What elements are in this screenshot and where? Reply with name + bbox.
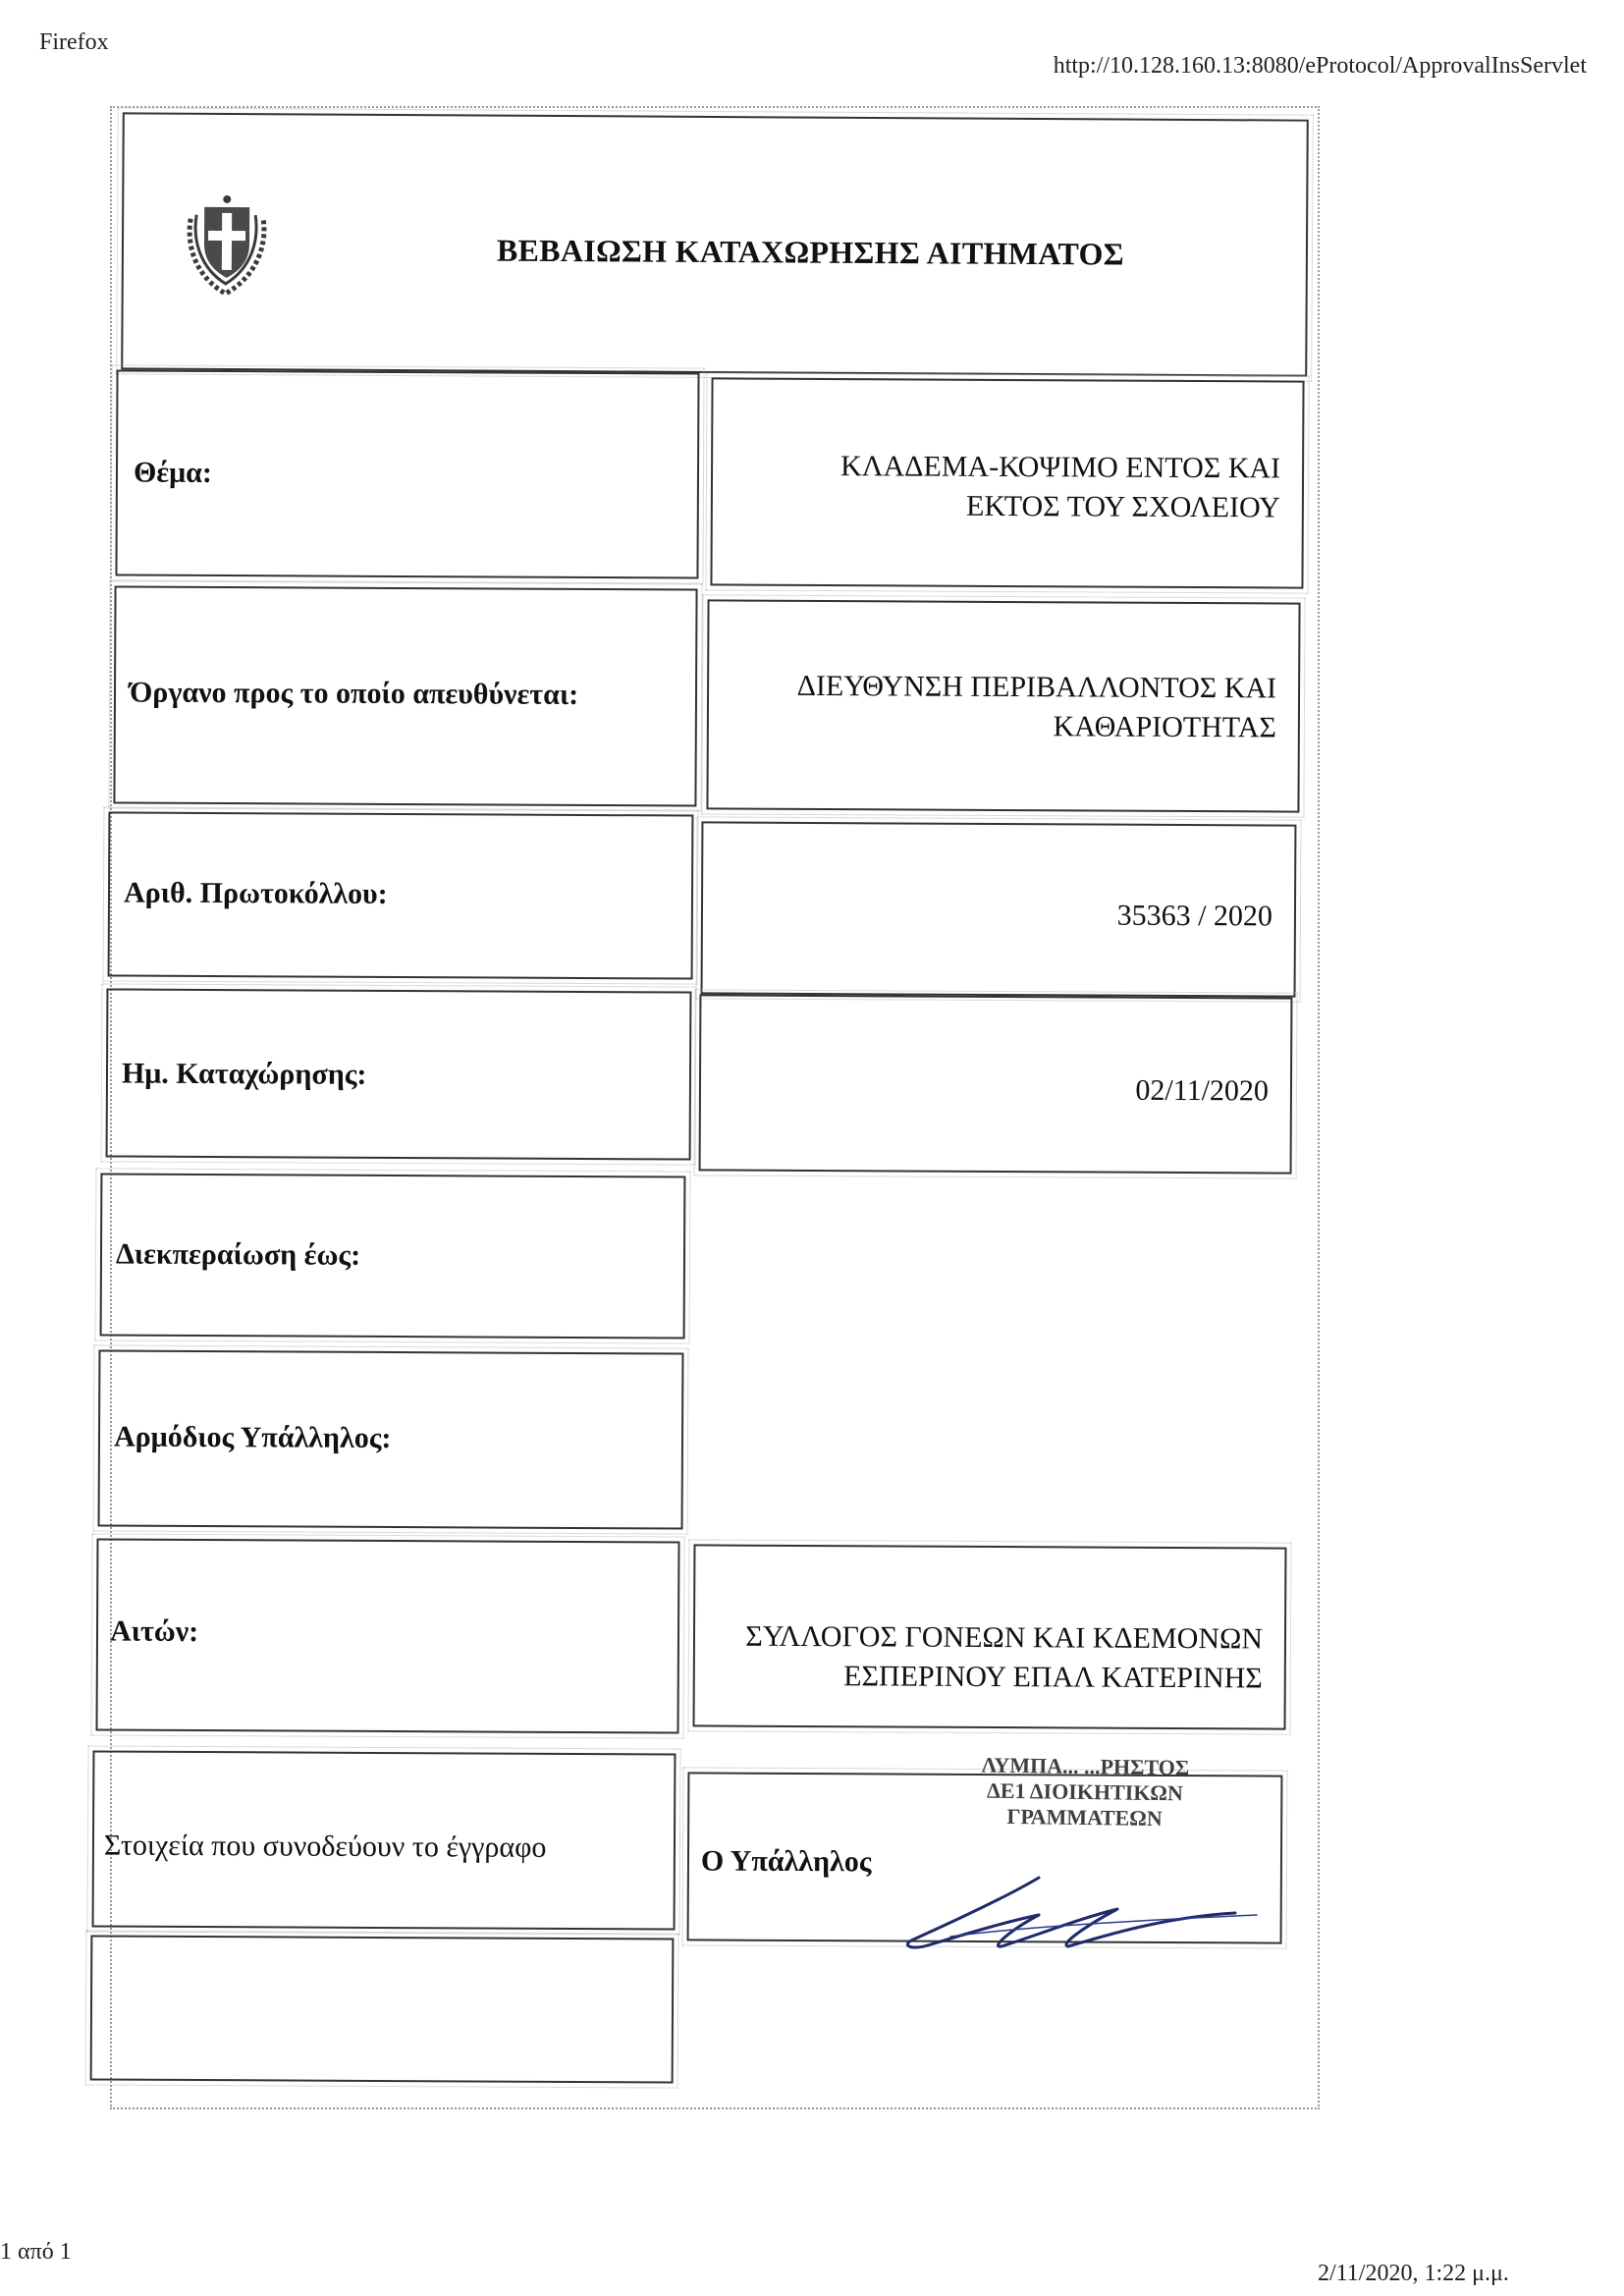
subject-value-line: ΚΛΑΔΕΜΑ-ΚΟΨΙΜΟ ΕΝΤΟΣ ΚΑΙ bbox=[840, 450, 1281, 485]
responsible-employee-label-cell bbox=[98, 1349, 684, 1529]
completion-deadline-label: Διεκπεραίωση έως: bbox=[115, 1237, 361, 1272]
protocol-number-value-line: 35363 / 2020 bbox=[1116, 899, 1273, 933]
applicant-value-cell bbox=[693, 1544, 1287, 1729]
applicant-label-cell bbox=[95, 1538, 679, 1733]
recipient-value-cell bbox=[706, 599, 1300, 812]
protocol-number-label-cell bbox=[108, 811, 694, 979]
registration-date-value bbox=[1135, 1071, 1269, 1112]
document-title: ΒΕΒΑΙΩΣΗ ΚΑΤΑΧΩΡΗΣΗΣ ΑΙΤΗΜΑΤΟΣ bbox=[496, 232, 1125, 272]
stamp-line: ΓΡΑΜΜΑΤΕΩΝ bbox=[1006, 1803, 1163, 1831]
subject-label: Θέμα: bbox=[133, 456, 212, 489]
subject-value bbox=[840, 447, 1280, 527]
browser-name: Firefox bbox=[39, 29, 109, 55]
recipient-value bbox=[796, 667, 1276, 748]
subject-label-cell bbox=[115, 369, 699, 578]
protocol-number-value-cell bbox=[701, 821, 1297, 997]
recipient-value-line: ΔΙΕΥΘΥΝΣΗ ΠΕΡΙΒΑΛΛΟΝΤΟΣ ΚΑΙ bbox=[796, 669, 1277, 705]
attachments-label: Στοιχεία που συνοδεύουν το έγγραφο bbox=[103, 1829, 547, 1864]
attachments-label-cell bbox=[92, 1750, 677, 1930]
recipient-label-cell bbox=[113, 585, 697, 806]
subject-value-line: ΕΚΤΟΣ ΤΟΥ ΣΧΟΛΕΙΟΥ bbox=[965, 489, 1280, 524]
official-stamp bbox=[922, 1752, 1247, 1833]
registration-date-value-cell bbox=[699, 994, 1293, 1174]
applicant-value bbox=[745, 1617, 1263, 1699]
page-counter: 1 από 1 bbox=[0, 2239, 72, 2265]
responsible-employee-label: Αρμόδιος Υπάλληλος: bbox=[113, 1420, 392, 1455]
protocol-number-value bbox=[1117, 897, 1273, 937]
registration-date-label-cell bbox=[106, 988, 692, 1160]
greek-coat-of-arms-icon bbox=[177, 186, 278, 302]
recipient-value-line: ΚΑΘΑΡΙΟΤΗΤΑΣ bbox=[1053, 710, 1276, 744]
applicant-value-line: ΣΥΛΛΟΓΟΣ ΓΟΝΕΩΝ ΚΑΙ ΚΔΕΜΟΝΩΝ bbox=[745, 1619, 1264, 1656]
print-url: http://10.128.160.13:8080/eProtocol/ApprovalInsServlet bbox=[1053, 53, 1587, 79]
handwritten-signature bbox=[892, 1866, 1265, 1968]
print-datetime: 2/11/2020, 1:22 μ.μ. bbox=[1318, 2261, 1509, 2286]
completion-deadline-label-cell bbox=[100, 1173, 686, 1339]
registration-date-label: Ημ. Καταχώρησης: bbox=[121, 1057, 367, 1091]
document-header bbox=[121, 112, 1309, 376]
empty-cell bbox=[90, 1935, 675, 2083]
registration-date-value-line: 02/11/2020 bbox=[1135, 1073, 1270, 1108]
stamp-line: ΔΕ1 ΔΙΟΙΚΗΤΙΚΩΝ bbox=[986, 1777, 1184, 1806]
recipient-label: Όργανο προς το οποίο απευθύνεται: bbox=[129, 676, 579, 711]
protocol-number-label: Αριθ. Πρωτοκόλλου: bbox=[123, 876, 388, 910]
applicant-label: Αιτών: bbox=[109, 1614, 199, 1648]
stamp-line: ΛΥΜΠΑ... ...ΡΗΣΤΟΣ bbox=[981, 1752, 1190, 1780]
employee-label: Ο Υπάλληλος bbox=[700, 1844, 872, 1879]
applicant-value-line: ΕΣΠΕΡΙΝΟΥ ΕΠΑΛ ΚΑΤΕΡΙΝΗΣ bbox=[843, 1660, 1263, 1695]
subject-value-cell bbox=[710, 377, 1304, 588]
